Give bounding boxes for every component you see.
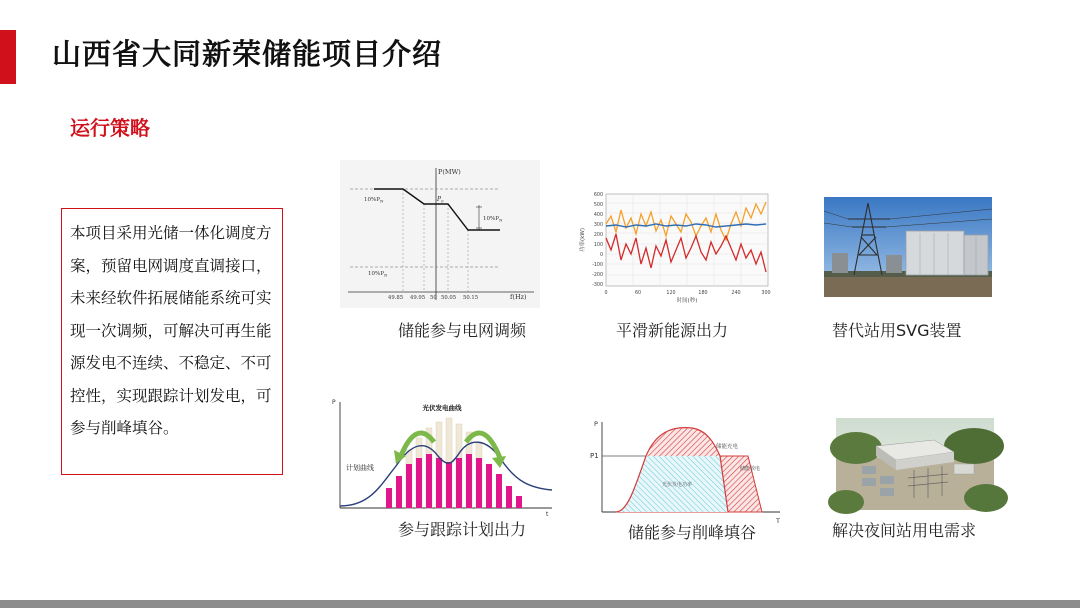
svg-text:49.95: 49.95 <box>410 295 426 301</box>
tracking-chart-title: 光伏发电曲线 <box>422 404 462 412</box>
svg-text:t: t <box>546 511 549 518</box>
description-box <box>61 208 283 475</box>
svg-text:10%PN: $10\%P_N$ <box>483 216 503 223</box>
svg-text:P1: P1 <box>590 452 599 460</box>
svg-text:0: 0 <box>604 291 608 296</box>
svg-text:180: 180 <box>698 291 708 296</box>
section-subtitle: 运行策略 <box>70 116 150 140</box>
svg-text:300: 300 <box>593 223 603 228</box>
plan-curve-label: 计划曲线 <box>346 464 374 472</box>
svg-text:600: 600 <box>593 193 603 198</box>
svg-text:500: 500 <box>593 203 603 208</box>
freq-x-axis-label: f(Hz) <box>510 293 527 301</box>
caption-smoothing: 平滑新能源出力 <box>616 321 729 340</box>
svg-text:50.05: 50.05 <box>441 295 457 301</box>
svg-text:120: 120 <box>666 291 676 296</box>
freq-y-axis-label: P(MW) <box>438 168 461 176</box>
night-station-photo <box>836 418 994 510</box>
caption-svg-equipment: 替代站用SVG装置 <box>832 321 962 340</box>
svg-text:P0: $P_0$ <box>437 196 444 204</box>
smooth-x-label: 时间(秒) <box>676 298 698 304</box>
svg-text:400: 400 <box>593 213 603 218</box>
svg-text:300: 300 <box>761 291 771 296</box>
caption-tracking: 参与跟踪计划出力 <box>398 520 527 539</box>
caption-night-power: 解决夜间站用电需求 <box>832 521 977 540</box>
svg-text:0: 0 <box>599 253 603 258</box>
svg-text:60: 60 <box>634 291 642 296</box>
svg-text:50: 50 <box>430 295 437 301</box>
svg-text:P: P <box>332 399 336 406</box>
svg-text:49.85: 49.85 <box>388 295 404 301</box>
footer-bar <box>0 600 1080 608</box>
title-accent-bar <box>0 30 16 84</box>
caption-frequency: 储能参与电网调频 <box>398 321 527 340</box>
svg-equipment-photo <box>824 197 992 297</box>
svg-text:10%PN: $10\%P_N$ <box>364 197 384 204</box>
svg-text:-300: -300 <box>592 283 603 288</box>
smoothing-output-figure <box>578 188 774 306</box>
svg-text:T: T <box>776 517 780 525</box>
charge-label: 储能充电 <box>716 444 739 450</box>
caption-peak-shaving: 储能参与削峰填谷 <box>628 523 757 542</box>
frequency-regulation-figure <box>340 160 540 308</box>
svg-text:-100: -100 <box>592 263 603 268</box>
discharge-label: 储能放电 <box>740 466 761 472</box>
svg-text:240: 240 <box>731 291 741 296</box>
svg-text:50.15: 50.15 <box>463 295 479 301</box>
svg-text:100: 100 <box>593 243 603 248</box>
svg-text:10%PN: $10\%P_N$ <box>368 271 388 278</box>
pv-power-label: 光伏发电功率 <box>662 482 693 488</box>
description-text: 本项目采用光储一体化调度方案，预留电网调度直调接口，未来经软件拓展储能系统可实现一次调频，可解决可再生能源发电不连续、不稳定、不可控性，实现跟踪计划发电，可参与削峰填谷。 <box>70 224 272 437</box>
page-title: 山西省大同新荣储能项目介绍 <box>52 37 443 71</box>
svg-text:200: 200 <box>593 233 603 238</box>
svg-text:-200: -200 <box>592 273 603 278</box>
tracking-plan-figure <box>330 396 556 518</box>
peak-shaving-figure <box>588 414 784 526</box>
svg-text:P: P <box>594 420 598 428</box>
smooth-y-label: 功率(kW) <box>580 228 586 252</box>
